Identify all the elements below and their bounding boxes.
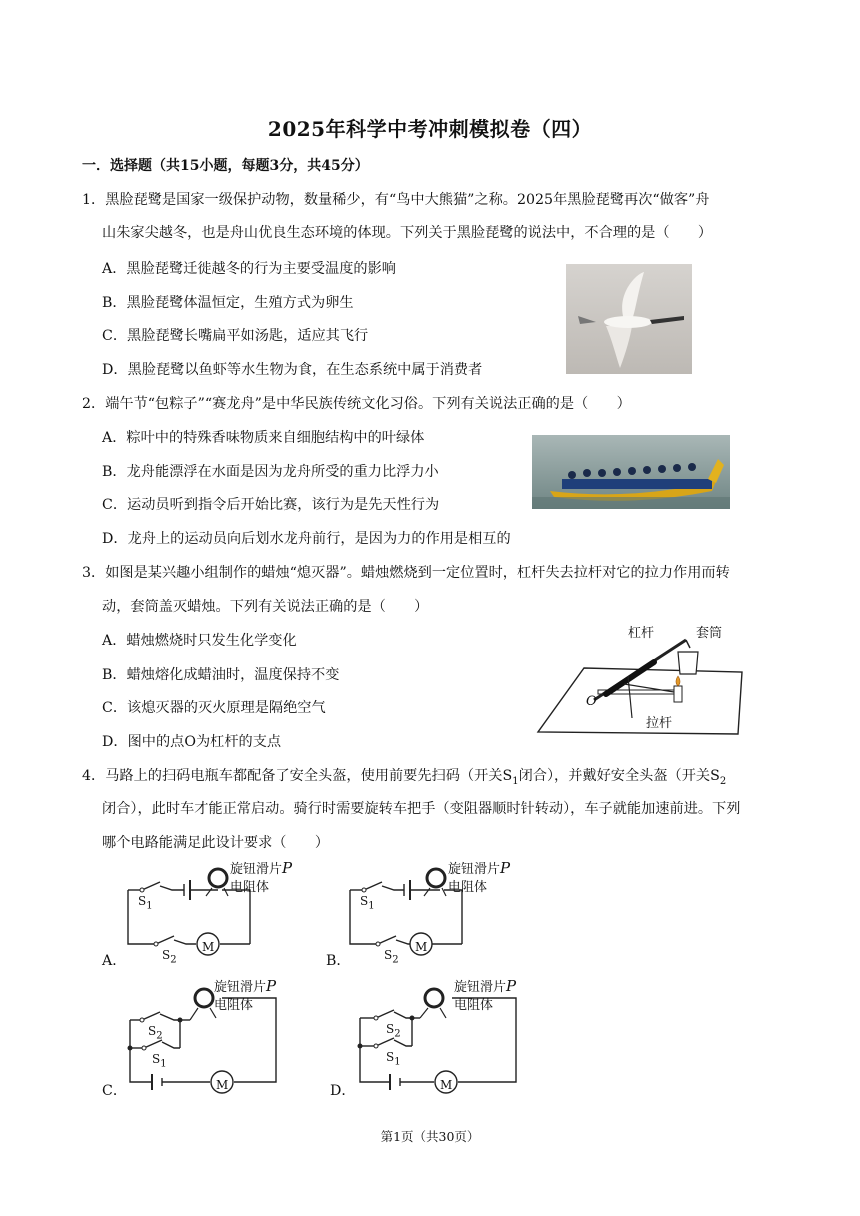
- q1-option-d: D．黑脸琵鹭以鱼虾等水生物为食，在生态系统中属于消费者: [102, 362, 483, 378]
- motor-label-b: M: [415, 940, 428, 954]
- label-lever: 杠杆: [628, 626, 655, 641]
- circuit-option-d: D．: [330, 1083, 356, 1099]
- section-heading: 一．选择题（共15小题，每题3分，共45分）: [82, 158, 369, 174]
- s1-label-a: $S_1$: [138, 894, 153, 912]
- label-sleeve: 套筒: [696, 626, 723, 641]
- circuit-d: [346, 974, 546, 1098]
- circuit-b: [324, 856, 524, 972]
- s2-label-d: $S_2$: [386, 1022, 401, 1040]
- slider-label-c: 旋钮滑片P: [214, 977, 277, 995]
- circuit-c: [118, 974, 318, 1098]
- slider-label-b: 旋钮滑片P: [448, 859, 511, 877]
- q3-stem-line1: 3．如图是某兴趣小组制作的蜡烛“熄灭器”。蜡烛燃烧到一定位置时，杠杆失去拉杆对它的拉力作用而转: [82, 565, 730, 581]
- slider-label-a: 旋钮滑片P: [230, 859, 293, 877]
- page-title: 2025年科学中考冲刺模拟卷（四）: [267, 117, 593, 141]
- q4-stem-line2: 闭合），此时车才能正常启动。骑行时需要旋转车把手（变阻器顺时针转动），车子就能加速前进。下列: [102, 801, 741, 817]
- s1-label-b: $S_1$: [360, 894, 375, 912]
- q1-option-c: C．黑脸琵鹭长嘴扁平如汤匙，适应其飞行: [102, 328, 369, 344]
- page-footer: 第1页（共30页）: [380, 1129, 480, 1144]
- q1-stem-line1: 1．黑脸琵鹭是国家一级保护动物，数量稀少，有“鸟中大熊猫”之称。2025年黑脸琵鹭再次“做客”舟: [82, 192, 710, 208]
- motor-label-c: M: [216, 1078, 229, 1092]
- q4-stem-line1: 4．马路上的扫码电瓶车都配备了安全头盔，使用前要先扫码（开关$S_1$闭合），并戴好安全头盔（开关$S_2$: [82, 768, 727, 787]
- q2-option-b: B．龙舟能漂浮在水面是因为龙舟所受的重力比浮力小: [102, 464, 439, 480]
- circuit-option-b: B．: [326, 953, 351, 969]
- candle-extinguisher-figure: [536, 618, 752, 742]
- q3-option-a: A．蜡烛燃烧时只发生化学变化: [102, 633, 297, 649]
- resistor-label-d: 电阻体: [454, 998, 494, 1013]
- slider-label-d: 旋钮滑片P: [454, 977, 517, 995]
- motor-label-d: M: [440, 1078, 453, 1092]
- spoonbill-photo: [566, 264, 692, 374]
- s2-label-b: $S_2$: [384, 948, 399, 966]
- motor-label-a: M: [202, 940, 215, 954]
- q1-stem-line2: 山朱家尖越冬，也是舟山优良生态环境的体现。下列关于黑脸琵鹭的说法中，不合理的是（ ）: [102, 225, 713, 241]
- q4-stem-line3: 哪个电路能满足此设计要求（ ）: [102, 835, 330, 851]
- s2-label-c: $S_2$: [148, 1024, 163, 1042]
- resistor-label-c: 电阻体: [214, 998, 254, 1013]
- q1-option-a: A．黑脸琵鹭迁徙越冬的行为主要受温度的影响: [102, 261, 396, 277]
- q2-option-d: D．龙舟上的运动员向后划水龙舟前行，是因为力的作用是相互的: [102, 531, 511, 547]
- q3-option-d: D．图中的点O为杠杆的支点: [102, 734, 282, 750]
- resistor-label-a: 电阻体: [230, 880, 270, 895]
- q3-stem-line2: 动，套筒盖灭蜡烛。下列有关说法正确的是（ ）: [102, 599, 429, 615]
- q3-option-c: C．该熄灭器的灭火原理是隔绝空气: [102, 700, 326, 716]
- q2-option-c: C．运动员听到指令后开始比赛，该行为是先天性行为: [102, 497, 440, 513]
- circuit-a: [102, 856, 302, 972]
- dragon-boat-photo: [532, 435, 730, 509]
- q2-option-a: A．粽叶中的特殊香味物质来自细胞结构中的叶绿体: [102, 430, 425, 446]
- circuit-option-a: A．: [102, 953, 127, 969]
- label-pivot: O: [586, 694, 597, 709]
- resistor-label-b: 电阻体: [448, 880, 488, 895]
- q2-stem: 2．端午节“包粽子”“赛龙舟”是中华民族传统文化习俗。下列有关说法正确的是（ ）: [82, 396, 631, 412]
- label-rod: 拉杆: [646, 716, 673, 731]
- s1-label-c: $S_1$: [152, 1052, 167, 1070]
- circuit-option-c: C．: [102, 1083, 128, 1099]
- s2-label-a: $S_2$: [162, 948, 177, 966]
- s1-label-d: $S_1$: [386, 1050, 401, 1068]
- q3-option-b: B．蜡烛熔化成蜡油时，温度保持不变: [102, 667, 340, 683]
- q1-option-b: B．黑脸琵鹭体温恒定，生殖方式为卵生: [102, 295, 354, 311]
